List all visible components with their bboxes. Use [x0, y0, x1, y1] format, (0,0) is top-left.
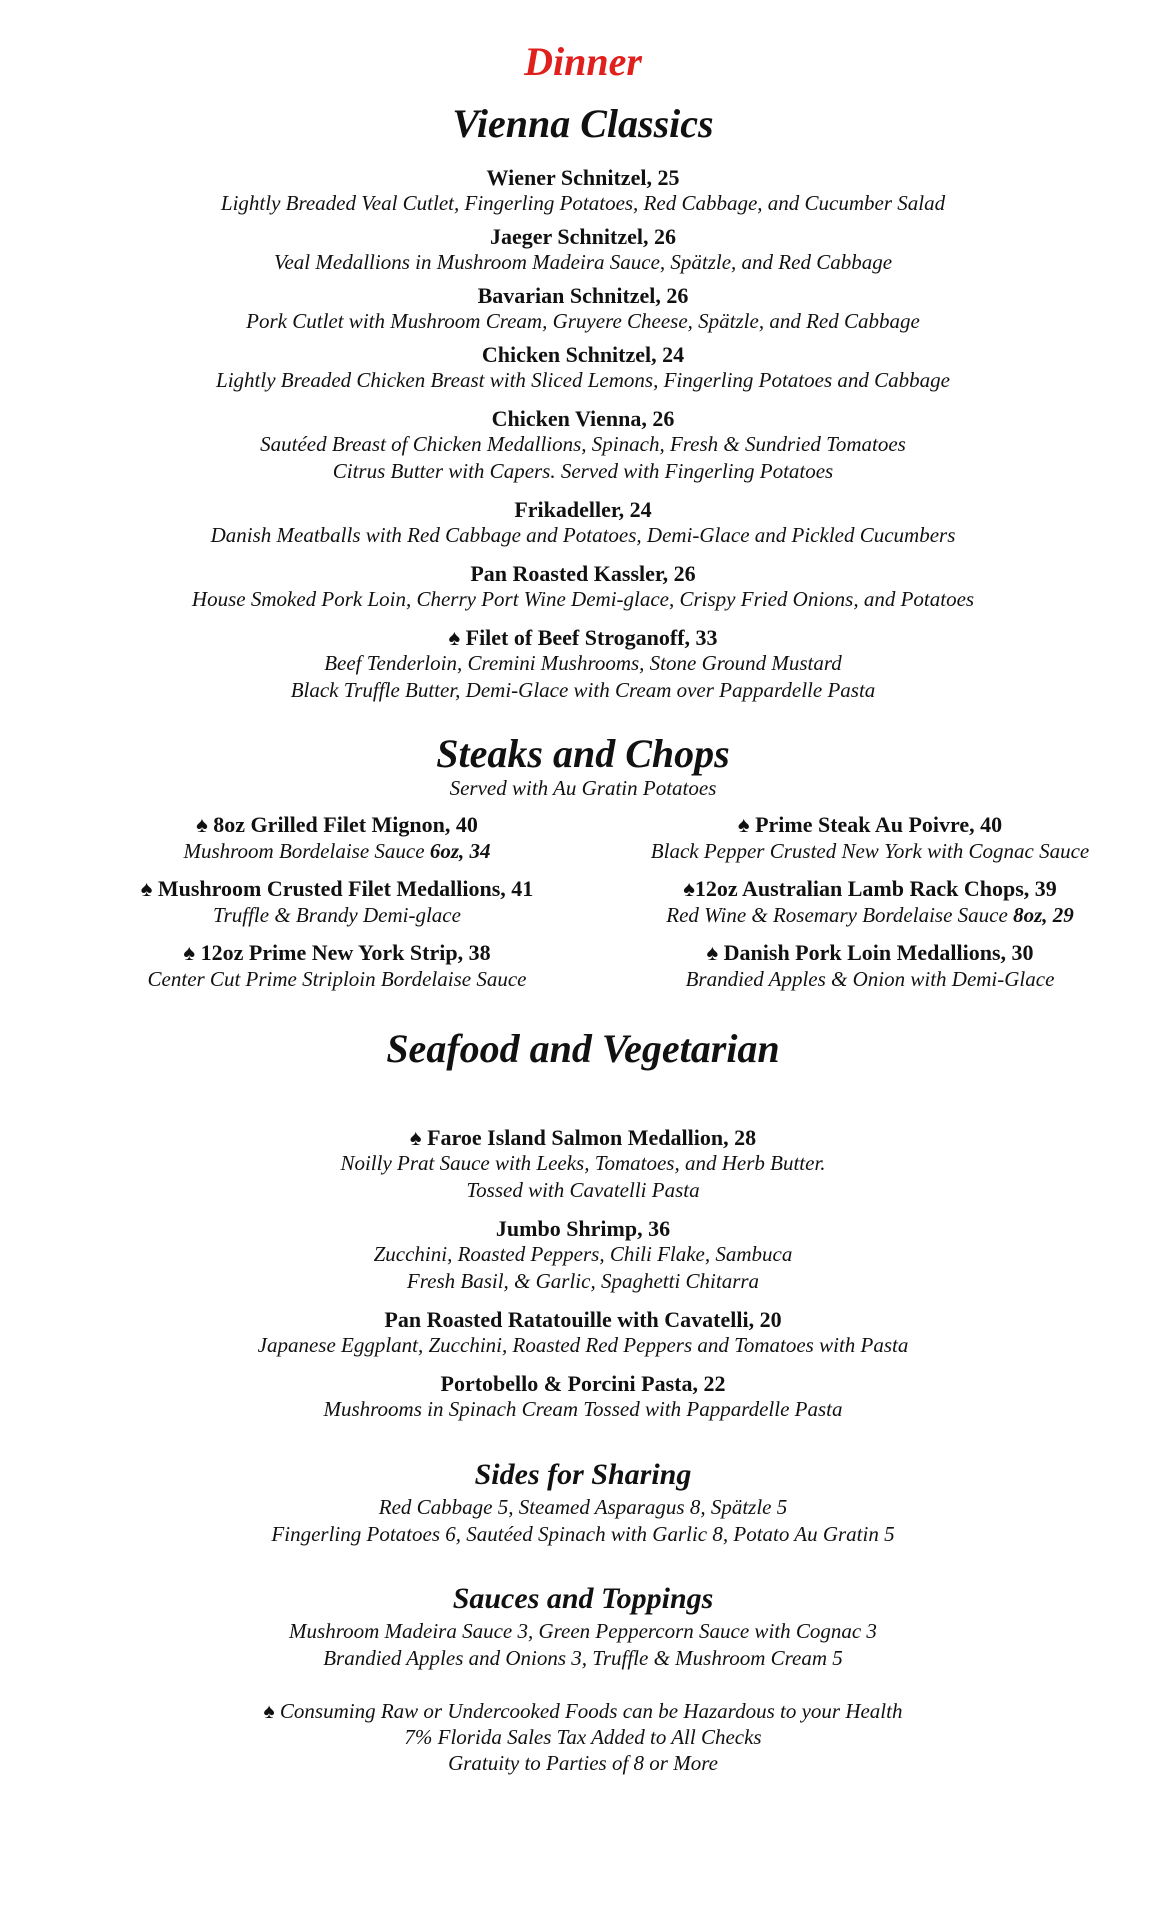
menu-item-name: ♠12oz Australian Lamb Rack Chops, 39 [683, 876, 1057, 901]
sides-line: Red Cabbage 5, Steamed Asparagus 8, Spätzle 5 [378, 1495, 788, 1519]
menu-item-name: Bavarian Schnitzel, 26 [477, 283, 689, 308]
menu-item-name: ♠ Faroe Island Salmon Medallion, 28 [409, 1125, 757, 1150]
steaks-right-column [610, 812, 1130, 993]
menu-item-desc: Sautéed Breast of Chicken Medallions, Spinach, Fresh & Sundried Tomatoes [260, 432, 906, 456]
menu-item-desc: House Smoked Pork Loin, Cherry Port Wine Demi-glace, Crispy Fried Onions, and Potatoes [191, 587, 975, 611]
menu-item-desc: Noilly Prat Sauce with Leeks, Tomatoes, and Herb Butter. [340, 1151, 826, 1175]
alt-portion: 6oz, 34 [429, 839, 491, 863]
sides-line: Fingerling Potatoes 6, Sautéed Spinach with Garlic 8, Potato Au Gratin 5 [271, 1522, 895, 1546]
steaks-left-column [77, 812, 597, 993]
section-heading-sauces: Sauces and Toppings [452, 1582, 714, 1615]
menu-item-name: Jaeger Schnitzel, 26 [490, 224, 676, 249]
menu-item-name: Portobello & Porcini Pasta, 22 [440, 1371, 726, 1396]
menu-item-desc: Center Cut Prime Striploin Bordelaise Sauce [147, 967, 527, 991]
section-heading-sides: Sides for Sharing [474, 1458, 692, 1491]
menu-item-name: Chicken Vienna, 26 [491, 406, 675, 431]
menu-item-desc: Black Truffle Butter, Demi-Glace with Cream over Pappardelle Pasta [290, 678, 876, 702]
section-subheading-steaks: Served with Au Gratin Potatoes [449, 776, 717, 800]
menu-item-name: ♠ 12oz Prime New York Strip, 38 [183, 940, 491, 965]
alt-portion: 8oz, 29 [1013, 903, 1074, 927]
menu-item-name: ♠ Mushroom Crusted Filet Medallions, 41 [140, 876, 534, 901]
menu-item-desc: Red Wine & Rosemary Bordelaise Sauce 8oz, 29 [666, 903, 1074, 927]
menu-item-name: ♠ Prime Steak Au Poivre, 40 [737, 812, 1003, 837]
menu-item-desc: Brandied Apples & Onion with Demi-Glace [685, 967, 1055, 991]
menu-item-name: ♠ 8oz Grilled Filet Mignon, 40 [196, 812, 478, 837]
menu-item-name: Frikadeller, 24 [514, 497, 652, 522]
menu-item-desc: Japanese Eggplant, Zucchini, Roasted Red Peppers and Tomatoes with Pasta [257, 1333, 909, 1357]
menu-item-desc: Pork Cutlet with Mushroom Cream, Gruyere Cheese, Spätzle, and Red Cabbage [246, 309, 920, 333]
menu-item-name: ♠ Danish Pork Loin Medallions, 30 [706, 940, 1034, 965]
menu-item-desc: Zucchini, Roasted Peppers, Chili Flake, Sambuca [373, 1242, 793, 1266]
tax-note: 7% Florida Sales Tax Added to All Checks [404, 1725, 762, 1749]
menu-item-desc: Truffle & Brandy Demi-glace [213, 903, 461, 927]
menu-item-desc: Mushrooms in Spinach Cream Tossed with Pappardelle Pasta [323, 1397, 843, 1421]
menu-item-desc: Beef Tenderloin, Cremini Mushrooms, Stone Ground Mustard [324, 651, 842, 675]
menu-item-desc: Citrus Butter with Capers. Served with Fingerling Potatoes [332, 459, 834, 483]
menu-item-desc: Fresh Basil, & Garlic, Spaghetti Chitarra [406, 1269, 760, 1293]
sauces-line: Mushroom Madeira Sauce 3, Green Peppercorn Sauce with Cognac 3 [289, 1619, 877, 1643]
menu-item-name: Chicken Schnitzel, 24 [481, 342, 685, 367]
section-heading-seafood: Seafood and Vegetarian [386, 1026, 780, 1071]
menu-item-desc: Mushroom Bordelaise Sauce 6oz, 34 [183, 839, 491, 863]
menu-item-desc: Black Pepper Crusted New York with Cognac Sauce [650, 839, 1090, 863]
menu-item-name: Pan Roasted Kassler, 26 [470, 561, 696, 586]
menu-item-name: Pan Roasted Ratatouille with Cavatelli, 20 [384, 1307, 782, 1332]
section-heading-steaks: Steaks and Chops [436, 731, 730, 776]
menu-item-desc: Veal Medallions in Mushroom Madeira Sauce, Spätzle, and Red Cabbage [273, 250, 893, 274]
menu-item-name: Jumbo Shrimp, 36 [495, 1216, 671, 1241]
menu-title: Dinner [524, 39, 642, 84]
section-heading-vienna: Vienna Classics [452, 101, 714, 146]
raw-food-warning: ♠ Consuming Raw or Undercooked Foods can be Hazardous to your Health [263, 1699, 903, 1723]
gratuity-note: Gratuity to Parties of 8 or More [448, 1751, 718, 1775]
menu-item-desc: Lightly Breaded Chicken Breast with Sliced Lemons, Fingerling Potatoes and Cabbage [216, 368, 950, 392]
menu-item-desc: Tossed with Cavatelli Pasta [466, 1178, 700, 1202]
sauces-line: Brandied Apples and Onions 3, Truffle & Mushroom Cream 5 [323, 1646, 843, 1670]
menu-item-name: Wiener Schnitzel, 25 [486, 165, 680, 190]
menu-item-name: ♠ Filet of Beef Stroganoff, 33 [448, 625, 718, 650]
menu-item-desc: Danish Meatballs with Red Cabbage and Potatoes, Demi-Glace and Pickled Cucumbers [210, 523, 956, 547]
menu-item-desc: Lightly Breaded Veal Cutlet, Fingerling Potatoes, Red Cabbage, and Cucumber Salad [220, 191, 946, 215]
